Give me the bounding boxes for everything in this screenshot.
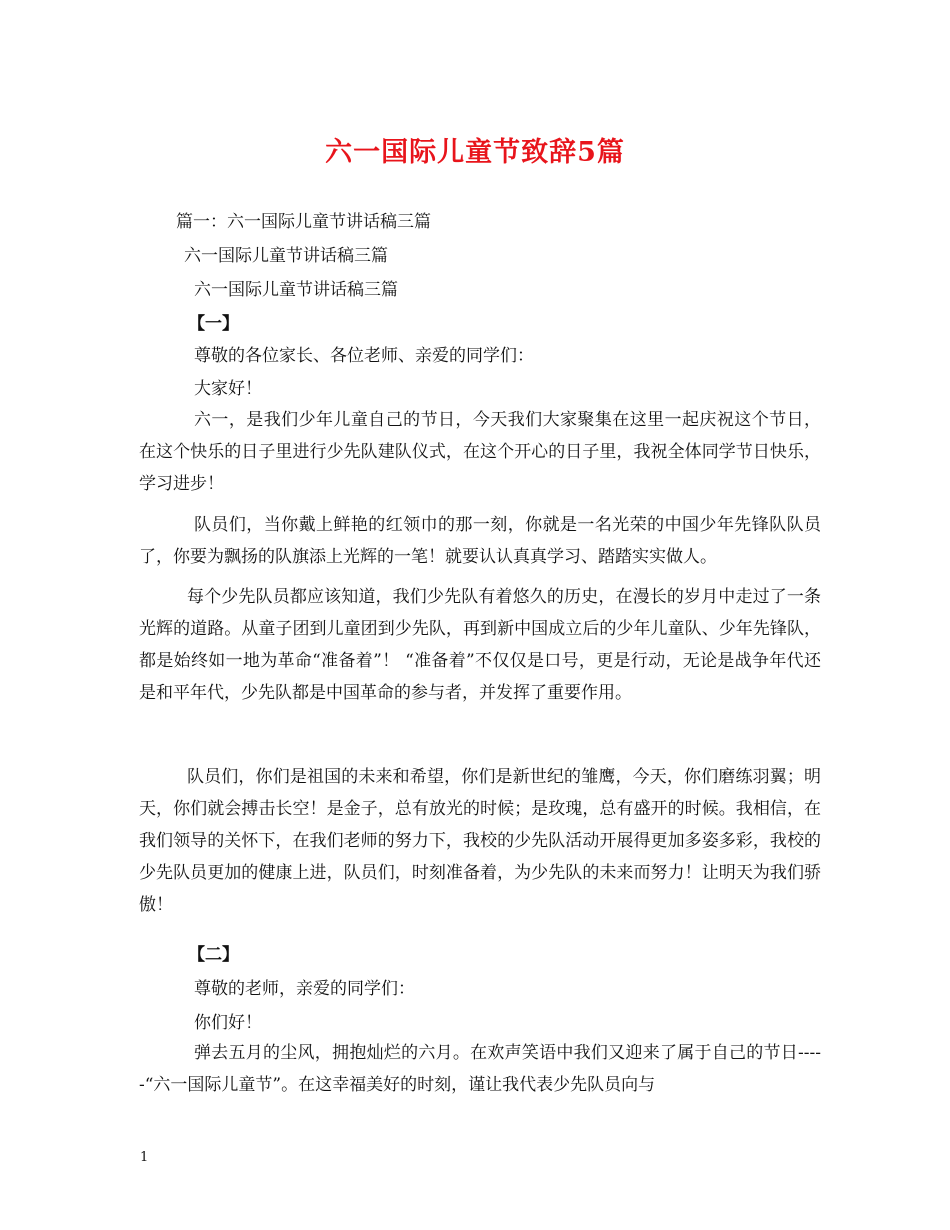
page-number: 1	[140, 1150, 149, 1165]
paragraph-2: 队员们，当你戴上鲜艳的红领巾的那一刻，你就是一名光荣的中国少年先锋队队员了，你要为飘扬的队旗添上光辉的一笔！就要认认真真学习、踏踏实实做人。	[139, 515, 821, 567]
heading-subtitle-repeat: 六一国际儿童节讲话稿三篇	[194, 280, 398, 300]
paragraph-1: 六一，是我们少年儿童自己的节日，今天我们大家聚集在这里一起庆祝这个节日，在这个快乐的日子里进行少先队建队仪式，在这个开心的日子里，我祝全体同学节日快乐，学习进步！	[139, 410, 821, 494]
heading-chapter-one: 篇一：六一国际儿童节讲话稿三篇	[176, 212, 431, 232]
hello-one: 大家好！	[194, 379, 262, 399]
heading-subtitle: 六一国际儿童节讲话稿三篇	[184, 246, 388, 266]
section-marker-one: 【一】	[188, 314, 239, 334]
hello-two: 你们好！	[194, 1013, 262, 1033]
greeting-two: 尊敬的老师，亲爱的同学们：	[194, 979, 415, 999]
paragraph-3: 每个少先队员都应该知道，我们少先队有着悠久的历史，在漫长的岁月中走过了一条光辉的道路。从童子团到儿童团到少先队，再到新中国成立后的少年儿童队、少年先锋队，都是始终如一地为革命“准备着”！ “准备着”不仅仅是口号，更是行动，无论是战争年代还是和平年代，少先队都是中国革命的参与者，并发挥了重要作用。	[139, 587, 821, 703]
paragraph-4: 队员们，你们是祖国的未来和希望，你们是新世纪的雏鹰，今天，你们磨练羽翼；明天，你们就会搏击长空！是金子，总有放光的时候；是玫瑰，总有盛开的时候。我相信，在我们领导的关怀下，在我们老师的努力下，我校的少先队活动开展得更加多姿多彩，我校的少先队员更加的健康上进，队员们，时刻准备着，为少先队的未来而努力！让明天为我们骄傲！	[139, 767, 821, 915]
paragraph-5: 弹去五月的尘风，拥抱灿烂的六月。在欢声笑语中我们又迎来了属于自己的节日-----“六一国际儿童节”。在这幸福美好的时刻，谨让我代表少先队员向与	[139, 1043, 821, 1095]
document-title: 六一国际儿童节致辞5篇	[325, 137, 625, 168]
section-marker-two: 【二】	[188, 945, 239, 965]
greeting-one: 尊敬的各位家长、各位老师、亲爱的同学们：	[194, 346, 534, 366]
